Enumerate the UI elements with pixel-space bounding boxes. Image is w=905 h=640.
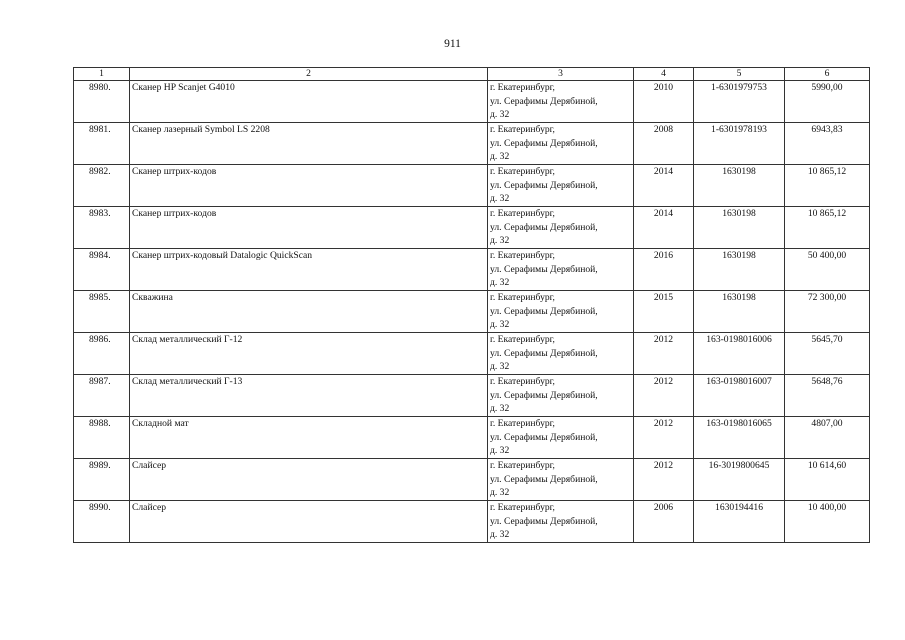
row-number: 8987.	[74, 375, 130, 417]
item-year: 2012	[634, 459, 694, 501]
column-header-3: 3	[488, 68, 634, 81]
item-address	[488, 375, 634, 417]
item-address	[488, 501, 634, 543]
address-building: д. 32	[490, 109, 510, 120]
address-street: ул. Серафимы Дерябиной,	[490, 95, 598, 107]
address-street: ул. Серафимы Дерябиной,	[490, 137, 598, 149]
item-value: 50 400,00	[785, 249, 870, 291]
table-row	[74, 249, 870, 291]
address-street: ул. Серафимы Дерябиной,	[490, 515, 598, 527]
address-building: д. 32	[490, 151, 510, 162]
item-address	[488, 207, 634, 249]
item-name: Скважина	[130, 291, 488, 333]
row-number: 8988.	[74, 417, 130, 459]
item-value: 10 865,12	[785, 165, 870, 207]
address-building: д. 32	[490, 445, 510, 456]
inventory-number: 1630198	[694, 207, 785, 249]
table-row	[74, 207, 870, 249]
address-building: д. 32	[490, 361, 510, 372]
item-address	[488, 123, 634, 165]
item-value: 10 865,12	[785, 207, 870, 249]
address-street: ул. Серафимы Дерябиной,	[490, 389, 598, 401]
item-year: 2014	[634, 165, 694, 207]
item-address	[488, 249, 634, 291]
table-row	[74, 417, 870, 459]
table-body	[74, 81, 870, 543]
address-street: ул. Серафимы Дерябиной,	[490, 305, 598, 317]
row-number: 8981.	[74, 123, 130, 165]
item-year: 2012	[634, 417, 694, 459]
item-year: 2008	[634, 123, 694, 165]
address-city: г. Екатеринбург,	[490, 418, 555, 429]
item-value: 4807,00	[785, 417, 870, 459]
address-city: г. Екатеринбург,	[490, 334, 555, 345]
item-name: Сканер штрих-кодовый Datalogic QuickScan	[130, 249, 488, 291]
address-building: д. 32	[490, 277, 510, 288]
row-number: 8990.	[74, 501, 130, 543]
item-value: 5645,70	[785, 333, 870, 375]
table-row	[74, 123, 870, 165]
address-city: г. Екатеринбург,	[490, 82, 555, 93]
item-year: 2014	[634, 207, 694, 249]
item-name: Склад металлический Г-13	[130, 375, 488, 417]
item-name: Сканер HP Scanjet G4010	[130, 81, 488, 123]
column-header-1: 1	[74, 68, 130, 81]
inventory-number: 163-0198016065	[694, 417, 785, 459]
item-value: 5990,00	[785, 81, 870, 123]
address-street: ул. Серафимы Дерябиной,	[490, 179, 598, 191]
item-name: Слайсер	[130, 459, 488, 501]
inventory-number: 1630194416	[694, 501, 785, 543]
item-address	[488, 417, 634, 459]
page-number: 911	[444, 38, 461, 50]
item-address	[488, 459, 634, 501]
table-row	[74, 459, 870, 501]
item-year: 2012	[634, 375, 694, 417]
address-city: г. Екатеринбург,	[490, 166, 555, 177]
inventory-number: 163-0198016006	[694, 333, 785, 375]
address-city: г. Екатеринбург,	[490, 124, 555, 135]
address-building: д. 32	[490, 193, 510, 204]
table-row	[74, 81, 870, 123]
row-number: 8986.	[74, 333, 130, 375]
column-header-6: 6	[785, 68, 870, 81]
table-row	[74, 165, 870, 207]
column-header-5: 5	[694, 68, 785, 81]
inventory-number: 1-6301978193	[694, 123, 785, 165]
table-row	[74, 375, 870, 417]
row-number: 8984.	[74, 249, 130, 291]
item-value: 10 400,00	[785, 501, 870, 543]
header-row	[74, 68, 870, 81]
item-year: 2012	[634, 333, 694, 375]
row-number: 8980.	[74, 81, 130, 123]
item-address	[488, 333, 634, 375]
item-year: 2006	[634, 501, 694, 543]
address-street: ул. Серафимы Дерябиной,	[490, 347, 598, 359]
address-building: д. 32	[490, 529, 510, 540]
item-name: Сканер штрих-кодов	[130, 165, 488, 207]
item-year: 2010	[634, 81, 694, 123]
item-name: Сканер штрих-кодов	[130, 207, 488, 249]
address-city: г. Екатеринбург,	[490, 208, 555, 219]
row-number: 8982.	[74, 165, 130, 207]
item-value: 6943,83	[785, 123, 870, 165]
inventory-number: 1-6301979753	[694, 81, 785, 123]
inventory-number: 16-3019800645	[694, 459, 785, 501]
address-building: д. 32	[490, 235, 510, 246]
table-header	[74, 68, 870, 81]
registry-table	[73, 67, 870, 543]
address-building: д. 32	[490, 403, 510, 414]
column-header-4: 4	[634, 68, 694, 81]
item-name: Склад металлический Г-12	[130, 333, 488, 375]
item-year: 2016	[634, 249, 694, 291]
row-number: 8983.	[74, 207, 130, 249]
item-name: Слайсер	[130, 501, 488, 543]
address-city: г. Екатеринбург,	[490, 460, 555, 471]
address-city: г. Екатеринбург,	[490, 376, 555, 387]
item-name: Складной мат	[130, 417, 488, 459]
item-address	[488, 165, 634, 207]
address-street: ул. Серафимы Дерябиной,	[490, 263, 598, 275]
item-address	[488, 291, 634, 333]
item-address	[488, 81, 634, 123]
inventory-number: 1630198	[694, 291, 785, 333]
inventory-number: 163-0198016007	[694, 375, 785, 417]
item-year: 2015	[634, 291, 694, 333]
table-row	[74, 333, 870, 375]
address-city: г. Екатеринбург,	[490, 502, 555, 513]
address-building: д. 32	[490, 319, 510, 330]
inventory-number: 1630198	[694, 165, 785, 207]
address-street: ул. Серафимы Дерябиной,	[490, 221, 598, 233]
table-row	[74, 291, 870, 333]
column-header-2: 2	[130, 68, 488, 81]
row-number: 8989.	[74, 459, 130, 501]
address-street: ул. Серафимы Дерябиной,	[490, 473, 598, 485]
item-name: Сканер лазерный Symbol LS 2208	[130, 123, 488, 165]
inventory-number: 1630198	[694, 249, 785, 291]
item-value: 10 614,60	[785, 459, 870, 501]
address-city: г. Екатеринбург,	[490, 292, 555, 303]
item-value: 5648,76	[785, 375, 870, 417]
address-city: г. Екатеринбург,	[490, 250, 555, 261]
row-number: 8985.	[74, 291, 130, 333]
item-value: 72 300,00	[785, 291, 870, 333]
address-street: ул. Серафимы Дерябиной,	[490, 431, 598, 443]
address-building: д. 32	[490, 487, 510, 498]
table-row	[74, 501, 870, 543]
